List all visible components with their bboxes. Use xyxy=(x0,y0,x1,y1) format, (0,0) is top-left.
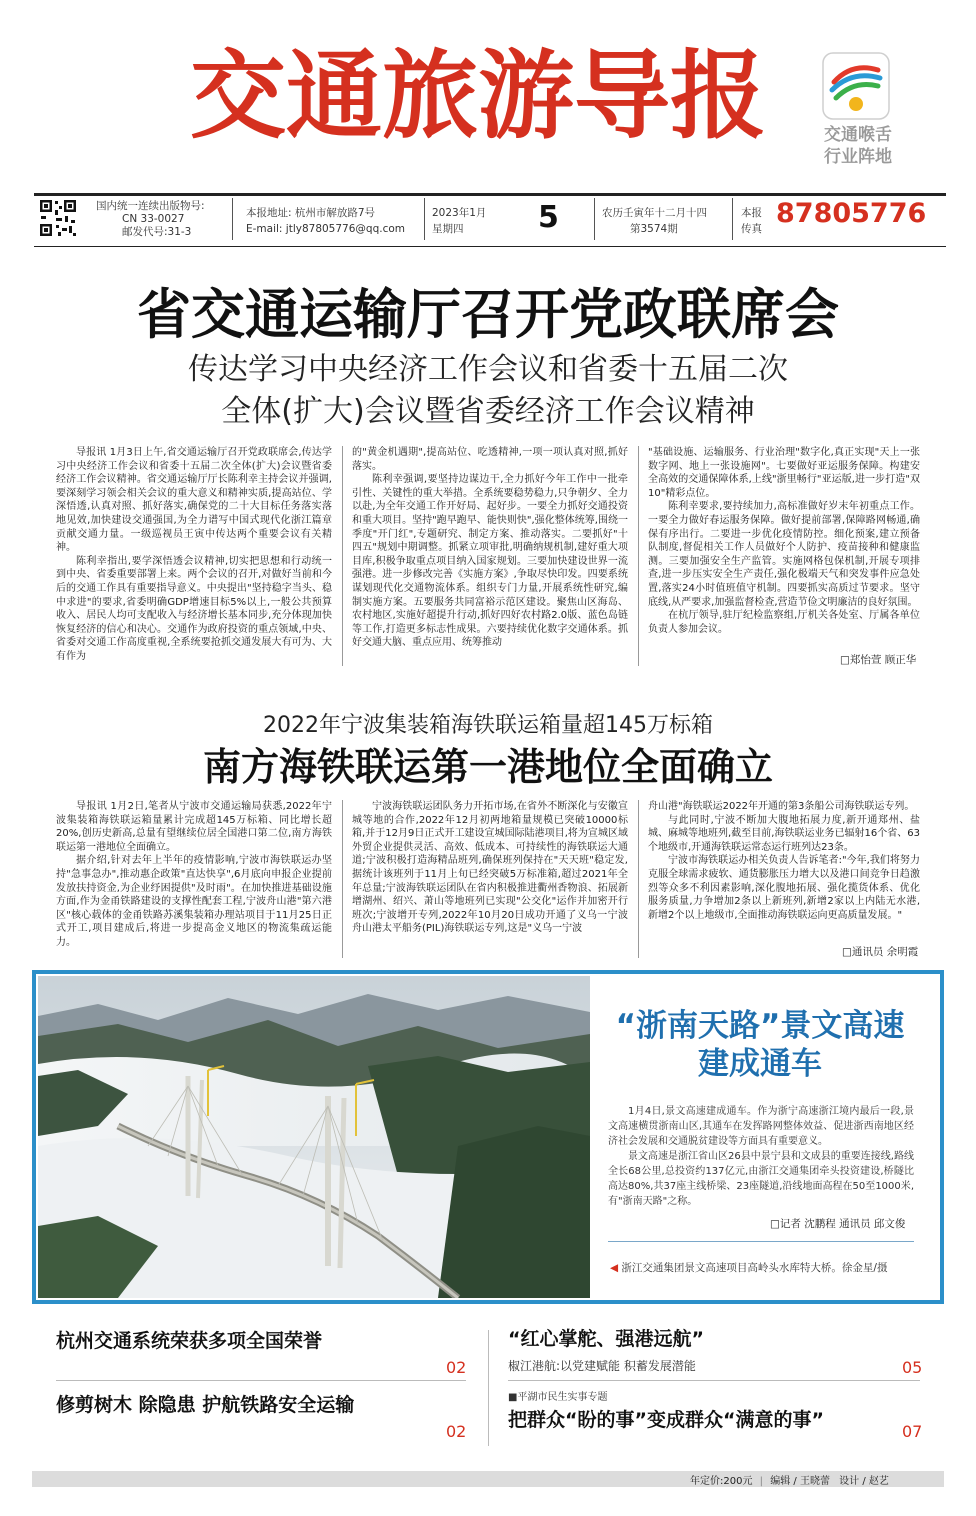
lead-subhead-2: 全体(扩大)会议暨省委经济工作会议精神 xyxy=(221,394,755,429)
column-rule xyxy=(638,446,639,666)
email: E-mail: jtly87805776@qq.com xyxy=(246,223,405,235)
postal-code: 邮发代号:31-3 xyxy=(122,226,192,238)
paragraph: "基础设施、运输服务、行业治理"数字化,真正实现"天上一张数字网、地上一张设施网"。七要做好亚运服务保障。构建安全高效的交通保障体系,上线"浙里畅行"亚运版,进一步打造"双10"精彩点位。 xyxy=(648,447,920,499)
index-title: 修剪树木 除隐患 护航铁路安全运输 xyxy=(56,1394,355,1416)
info-divider xyxy=(732,198,733,240)
lead-subhead-1: 传达学习中央经济工作会议和省委十五届二次 xyxy=(188,352,788,387)
index-item[interactable] xyxy=(508,1324,704,1374)
newspaper-logo-icon xyxy=(822,52,890,120)
index-page: 02 xyxy=(446,1422,467,1441)
lead-column-1 xyxy=(56,446,332,668)
contact-info xyxy=(246,205,418,237)
lead-column-2 xyxy=(352,446,628,668)
second-byline: □通讯员 余明霞 xyxy=(842,946,919,958)
info-divider xyxy=(424,198,425,240)
feature-byline: □记者 沈鹏程 通讯员 邱文俊 xyxy=(770,1218,906,1230)
footer-credits: 年定价:200元 | 编辑 / 王晓蕾 设计 / 赵艺 xyxy=(690,1476,889,1487)
pub-no-label: 国内统一连续出版物号: xyxy=(96,200,205,212)
index-item[interactable] xyxy=(56,1390,354,1417)
second-column-1 xyxy=(56,800,332,960)
paragraph: 陈利幸指出,要学深悟透会议精神,切实把思想和行动统一到中央、省委重要部署上来。两个会议的召开,对做好当前和今后的交通工作具有重要指导意义。中央提出"坚持稳字当头、稳中求进"的要求,省委明确GDP增速目标5%以上,一般公共预算收入、居民人均可支配收入与经济增长基本同步,充分体现加快恢复经济的信心和决心。交通作为政府投资的重点领域,中央、省委对交通工作高度重视,全系统要抢抓交通发展大有可为、大有作为 xyxy=(56,555,332,662)
paragraph: 宁波市海铁联运办相关负责人告诉笔者:"今年,我们将努力克服全球需求疲软、通货膨胀压力增大以及港口间竞争日趋激烈等众多不利因素影响,深化腹地拓展、强化揽货体系、优化服务质量,力争增加2条以上新班列,新增2家以上内陆无水港,新增2个以上地级市,全面推动海铁联运向更高质量发展。" xyxy=(648,855,920,921)
index-page: 05 xyxy=(902,1358,923,1377)
second-column-3 xyxy=(648,800,920,944)
fax-label xyxy=(741,205,771,237)
slogan-line-2: 行业阵地 xyxy=(824,147,892,167)
qr-code-icon xyxy=(38,198,78,238)
index-title: “红心掌舵、强港远航” xyxy=(508,1328,704,1350)
second-column-2 xyxy=(352,800,628,960)
index-item[interactable] xyxy=(56,1326,322,1353)
editor: 编辑 / 王晓蕾 xyxy=(770,1476,830,1487)
date-info xyxy=(432,205,504,237)
price: 年定价:200元 xyxy=(690,1476,753,1487)
index-divider xyxy=(56,1380,466,1381)
index-kicker: ■平湖市民生实事专题 xyxy=(508,1392,608,1403)
index-page: 02 xyxy=(446,1358,467,1377)
fax-label-line-2: 传真 xyxy=(741,223,762,235)
fax-number: 87805776 xyxy=(776,198,927,229)
photo-caption xyxy=(610,1260,887,1275)
feature-body xyxy=(608,1104,914,1216)
masthead-title: 交通旅游导报 xyxy=(190,40,766,152)
paragraph: 的"黄金机遇期",提高站位、吃透精神,一项一项认真对照,抓好落实。 xyxy=(352,447,628,472)
day-number: 5 xyxy=(538,200,559,235)
lunar-date: 农历壬寅年十二月十四 xyxy=(602,207,707,219)
date: 2023年1月 xyxy=(432,207,487,219)
index-subtitle: 椒江港航:以党建赋能 积蓄发展潜能 xyxy=(508,1359,696,1373)
issue-number: 第3574期 xyxy=(630,223,678,235)
bridge-photo xyxy=(38,976,590,1298)
lead-headline: 省交通运输厅召开党政联席会 xyxy=(137,283,839,346)
index-item[interactable] xyxy=(508,1388,824,1432)
paragraph: 1月4日,景文高速建成通车。作为浙宁高速浙江境内最后一段,景文高速横贯浙南山区,其通车在发挥路网整体效益、促进浙西南地区经济社会发展和交通脱贫建设等方面具有重要意义。 xyxy=(608,1106,914,1147)
column-rule xyxy=(638,800,639,958)
masthead-slogan xyxy=(798,124,918,168)
column-rule xyxy=(342,800,343,958)
index-column-rule xyxy=(488,1330,489,1446)
feature-title-line-2: 建成通车 xyxy=(698,1046,822,1082)
index-title: 杭州交通系统荣获多项全国荣誉 xyxy=(56,1330,323,1352)
index-divider xyxy=(508,1380,920,1381)
second-kicker: 2022年宁波集装箱海铁联运箱量超145万标箱 xyxy=(263,713,713,738)
paragraph: 陈利幸要求,要持续加力,高标准做好岁末年初重点工作。一要全力做好春运服务保障。做好提前部署,保障路网畅通,确保有序出行。二要进一步优化疫情防控。细化预案,建立预备队制度,督促相关工作人员做好个人防护、疫苗接种和健康监测。三要加强安全生产监管。实施网格包保机制,开展专项排查,进一步压实安全生产责任,强化极端天气和突发事件应急处置,落实24小时值班值守机制。四要抓实高质过节要求。坚守底线,从严要求,加强监督检查,营造节俭文明廉洁的良好氛围。 xyxy=(648,501,920,608)
paragraph: 宁波海铁联运团队务力开拓市场,在省外不断深化与安徽宣城等地的合作,2022年12月初两地箱量规模已突破10000标箱,并于12月9日正式开工建设宣城国际陆港项目,将为宣城区域外贸企业提供灵活、高效、低成本、可持续性的海铁联运大通道;宁波积极打造海精品班列,确保班列保持在"天天班"稳定发,据统计该班列于11月上旬已经突破5万标准箱,超过2021年全年总量;宁波海铁联运团队在省内积极推进衢州香物浪、拓展新增湖州、绍兴、萧山等地班列已实现"公交化"运作并加密开行班次;宁波增开专列,2022年10月20日成功开通了义乌一宁波舟山港太平船务(PIL)海铁联运专列,这是"义乌一宁波 xyxy=(352,801,628,935)
fax-label-line-1: 本报 xyxy=(741,207,762,219)
lead-column-3 xyxy=(648,446,920,652)
publication-numbers xyxy=(96,200,216,239)
paragraph: 舟山港"海铁联运2022年开通的第3条船公司海铁联运专列。 xyxy=(648,801,915,812)
feature-title-line-1: “浙南天路”景文高速 xyxy=(615,1008,905,1044)
paragraph: 据介绍,针对去年上半年的疫情影响,宁波市海铁联运办坚持"急事急办",推动惠企政策"直达快享",6月底向申报企业提前发放扶持资金,为企业纾困提供"及时雨"。在加快推进基础设施方面,作为金甬铁路建设的支撑性配套工程,宁波舟山港"第六港区"核心载体的金甬铁路苏溪集装箱办理站项目于11月25日正式开工,项目建成后,将进一步提高金义地区的物流集疏运能力。 xyxy=(56,855,332,948)
paragraph: 导报讯 1月2日,笔者从宁波市交通运输局获悉,2022年宁波集装箱海铁联运箱量累计完成超145万标箱、同比增长超20%,创历史新高,总量有望继续位居全国港口第二位,南方海铁联运第一港地位全面确立。 xyxy=(56,801,332,853)
caption-arrow-icon: ◀ xyxy=(610,1262,619,1274)
address: 本报地址: 杭州市解放路7号 xyxy=(246,207,376,219)
designer: 设计 / 赵艺 xyxy=(839,1476,889,1487)
column-rule xyxy=(342,446,343,666)
second-headline: 南方海铁联运第一港地位全面确立 xyxy=(202,745,773,789)
lead-byline: □郑怡萱 顾正华 xyxy=(840,654,917,666)
info-divider xyxy=(232,198,233,240)
slogan-line-1: 交通喉舌 xyxy=(824,125,892,145)
caption-rule xyxy=(608,1241,914,1242)
caption-text: 浙江交通集团景文高速项目高岭头水库特大桥。徐金星/摄 xyxy=(621,1262,888,1274)
pub-no: CN 33-0027 xyxy=(122,213,185,225)
paragraph: 陈利幸强调,要坚持边谋边干,全力抓好今年工作中一批牵引性、关键性的重大举措。全系统要稳势稳力,只争朝夕、全力以赴,为全年交通工作开好局、起好步。一要全力抓好交通投资和重大项目。坚持"跑早跑早、能快则快",强化整体统筹,围绕一季度"开门红",专题研究、制定方案、推动落实。二要抓好"十四五"规划中期调整。抓紧立项审批,明确纳规机制,建好重大项目库,积极争取重点项目纳入国家规划。三要加快建设世界一流强港。进一步修改完善《实施方案》,争取尽快印发。四要系统谋划现代化交通物流体系。组织专门力量,开展系统性研究,编制实施方案。五要服务共同富裕示范区建设。聚焦山区海岛、农村地区,实施好超提升行动,抓好四好农村路2.0版、蓝色岛链等工作,打造更多标志性成果。六要持续优化数字交通体系。抓好交通大脑、重点应用、统筹推动 xyxy=(352,474,628,649)
index-page: 07 xyxy=(902,1422,923,1441)
lunar-info xyxy=(602,205,722,237)
weekday: 星期四 xyxy=(432,223,464,235)
paragraph: 导报讯 1月3日上午,省交通运输厅召开党政联席会,传达学习中央经济工作会议和省委十五届二次全体(扩大)会议暨省委经济工作会议精神。省交通运输厅厅长陈利幸主持会议并强调,要深刻学习领会相关会议的重大意义和精神实质,提高站位、学深悟透,认真对照、抓好落实,确保党的二十大目标任务落实落地见效,加快建设交通强国,为全力谱写中国式现代化浙江篇章贡献交通力量。一级巡视员王寅中传达两个重要会议有关精神。 xyxy=(56,447,332,554)
paragraph: 景文高速是浙江省山区26县中景宁县和文成县的重要连接线,路线全长68公里,总投资约137亿元,由浙江交通集团牵头投资建设,桥隧比高达80%,共37座主线桥梁、23座隧道,沿线地面高程在50至1000米,有"浙南天路"之称。 xyxy=(608,1151,914,1207)
paragraph: 与此同时,宁波不断加大腹地拓展力度,新开通郑州、盐城、麻城等地班列,截至目前,海铁联运业务已辐射16个省、63个地级市,开通海铁联运常态运行班列达23条。 xyxy=(648,814,920,853)
index-title: 把群众“盼的事”变成群众“满意的事” xyxy=(508,1409,824,1431)
paragraph: 在杭厅领导,驻厅纪检监察组,厅机关各处室、厅属各单位负责人参加会议。 xyxy=(648,610,920,635)
info-divider xyxy=(594,198,595,240)
